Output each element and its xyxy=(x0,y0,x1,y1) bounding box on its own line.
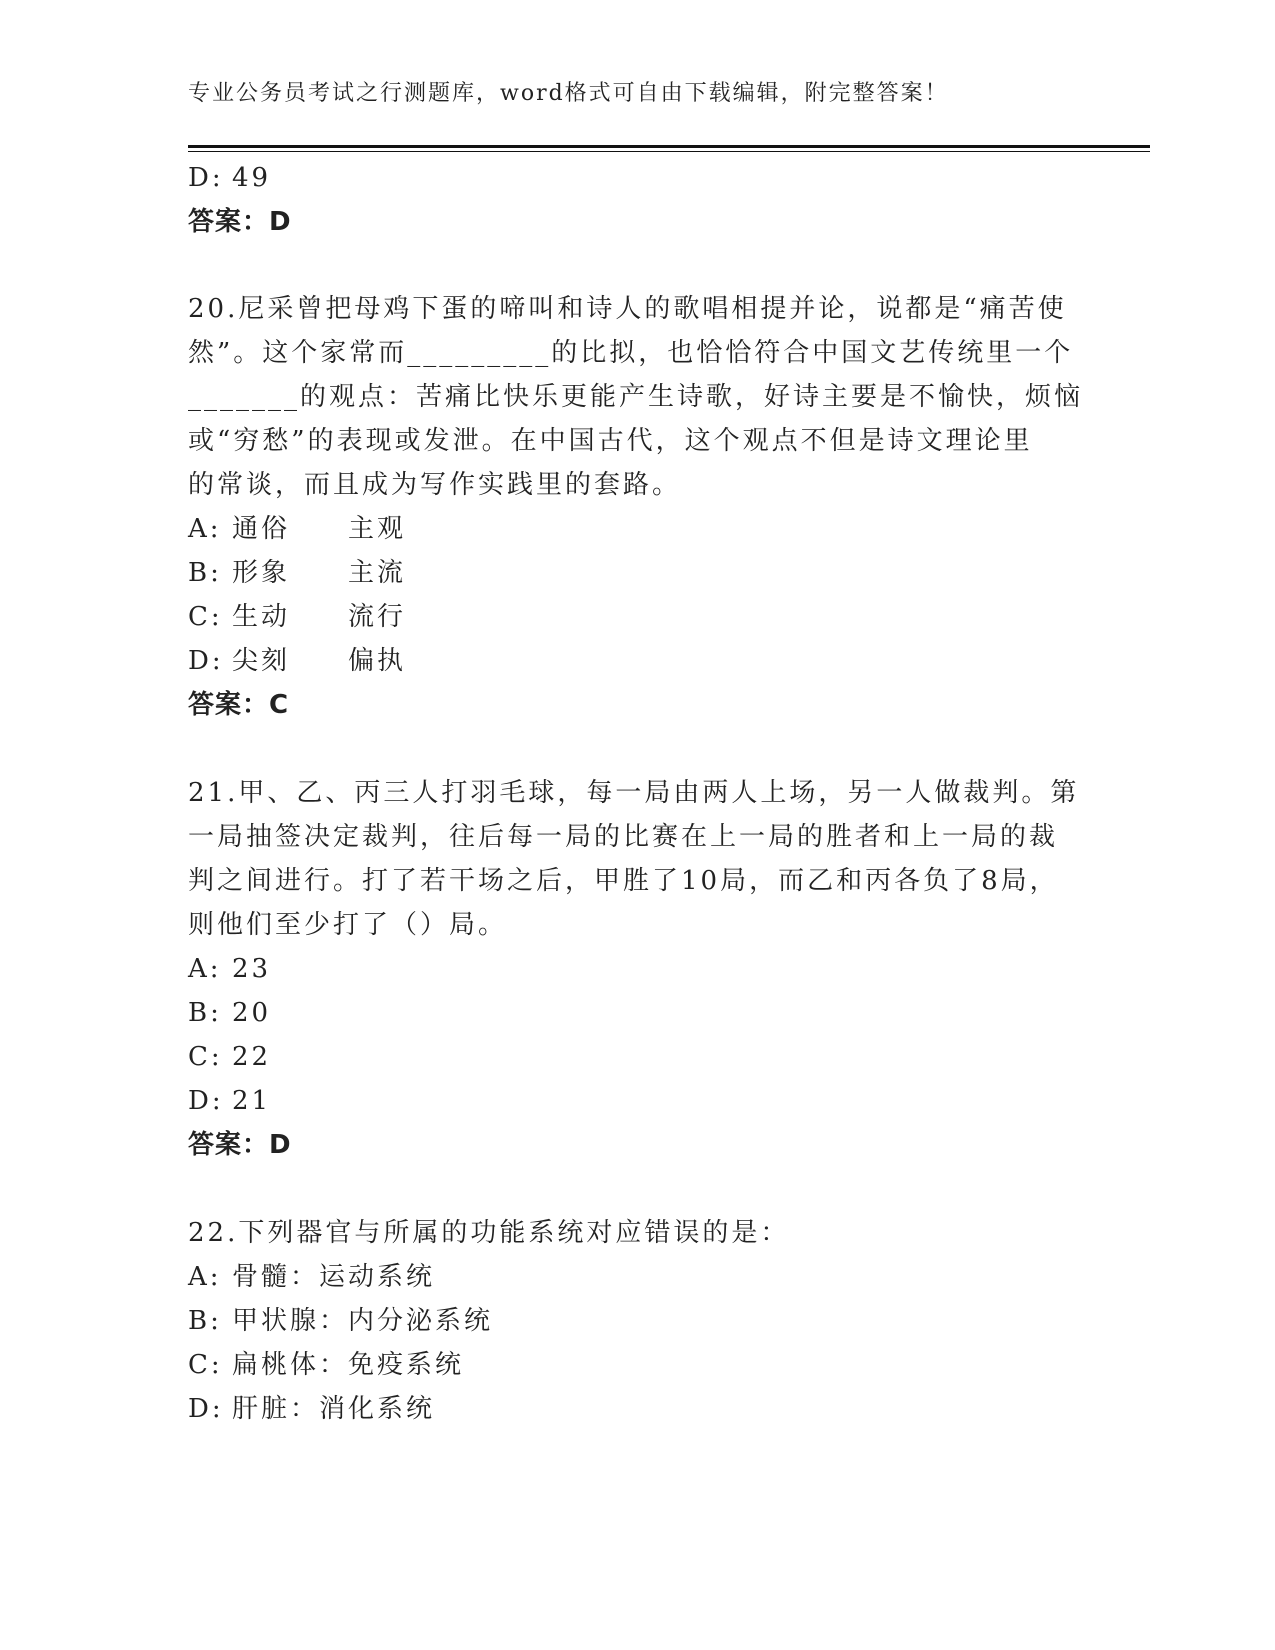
page-header: 专业公务员考试之行测题库，word格式可自由下载编辑，附完整答案！ xyxy=(188,81,949,106)
prev-answer: 答案：D xyxy=(188,207,292,237)
header-rule-thin xyxy=(188,151,1150,152)
option-word-1: 生动 xyxy=(232,602,291,632)
option-word-2: 主观 xyxy=(348,514,407,544)
q20-stem-line-1: 20.尼采曾把母鸡下蛋的啼叫和诗人的歌唱相提并论，说都是“痛苦使 xyxy=(188,294,1067,324)
option-key: D: xyxy=(188,1086,224,1116)
option-key: C: xyxy=(188,602,223,632)
option-word-2: 流行 xyxy=(348,602,407,632)
option-word-1: 形象 xyxy=(232,558,291,588)
option-text: 20 xyxy=(232,998,272,1028)
option-key: A: xyxy=(188,1262,222,1292)
option-text: 22 xyxy=(232,1042,272,1072)
option-key: B: xyxy=(188,1306,222,1336)
option-key: D: xyxy=(188,646,224,676)
q20-option-a xyxy=(188,506,406,552)
option-key: D: xyxy=(188,1394,224,1424)
q20-option-b xyxy=(188,550,406,596)
q21-stem-line-1: 21.甲、乙、丙三人打羽毛球，每一局由两人上场，另一人做裁判。第 xyxy=(188,778,1080,808)
option-key: B: xyxy=(188,998,222,1028)
option-word-1: 尖刻 xyxy=(232,646,291,676)
option-key: B: xyxy=(188,558,222,588)
option-key: C: xyxy=(188,1042,223,1072)
q22-option-b xyxy=(188,1298,493,1344)
option-text: 21 xyxy=(232,1086,272,1116)
q21-option-d xyxy=(188,1078,271,1124)
q21-stem-line-3: 判之间进行。打了若干场之后，甲胜了10局，而乙和丙各负了8局， xyxy=(188,866,1059,896)
option-key: C: xyxy=(188,1350,223,1380)
q22-stem-line-1: 22.下列器官与所属的功能系统对应错误的是： xyxy=(188,1218,790,1248)
header-rule-thick xyxy=(188,145,1150,148)
option-word-2: 偏执 xyxy=(348,646,407,676)
q20-stem-line-5: 的常谈，而且成为写作实践里的套路。 xyxy=(188,470,682,500)
option-text: 甲状腺：内分泌系统 xyxy=(232,1306,494,1336)
option-key: A: xyxy=(188,514,222,544)
q22-option-a xyxy=(188,1254,435,1300)
q20-stem-line-3: _______的观点：苦痛比快乐更能产生诗歌，好诗主要是不愉快，烦恼 xyxy=(188,382,1084,412)
q20-option-d xyxy=(188,638,406,684)
option-text: 肝脏：消化系统 xyxy=(232,1394,436,1424)
q21-answer: 答案：D xyxy=(188,1130,292,1160)
q22-option-c xyxy=(188,1342,464,1388)
q21-stem-line-2: 一局抽签决定裁判，往后每一局的比赛在上一局的胜者和上一局的裁 xyxy=(188,822,1059,852)
prev-option-d xyxy=(188,155,271,201)
q21-option-a xyxy=(188,946,271,992)
option-word-1: 通俗 xyxy=(232,514,291,544)
q21-option-b xyxy=(188,990,271,1036)
q20-stem-line-2: 然”。这个家常而_________的比拟，也恰恰符合中国文艺传统里一个 xyxy=(188,338,1074,368)
option-text: 骨髓：运动系统 xyxy=(232,1262,436,1292)
q20-option-c xyxy=(188,594,406,640)
option-text: 扁桃体：免疫系统 xyxy=(232,1350,465,1380)
q21-option-c xyxy=(188,1034,271,1080)
q22-option-d xyxy=(188,1386,435,1432)
option-key: A: xyxy=(188,954,222,984)
q20-answer: 答案：C xyxy=(188,690,290,720)
q21-stem-line-4: 则他们至少打了（）局。 xyxy=(188,910,508,940)
option-text: 23 xyxy=(232,954,272,984)
option-key: D: xyxy=(188,163,224,193)
option-text: 49 xyxy=(232,163,272,193)
q20-stem-line-4: 或“穷愁”的表现或发泄。在中国古代，这个观点不但是诗文理论里 xyxy=(188,426,1033,456)
option-word-2: 主流 xyxy=(348,558,407,588)
